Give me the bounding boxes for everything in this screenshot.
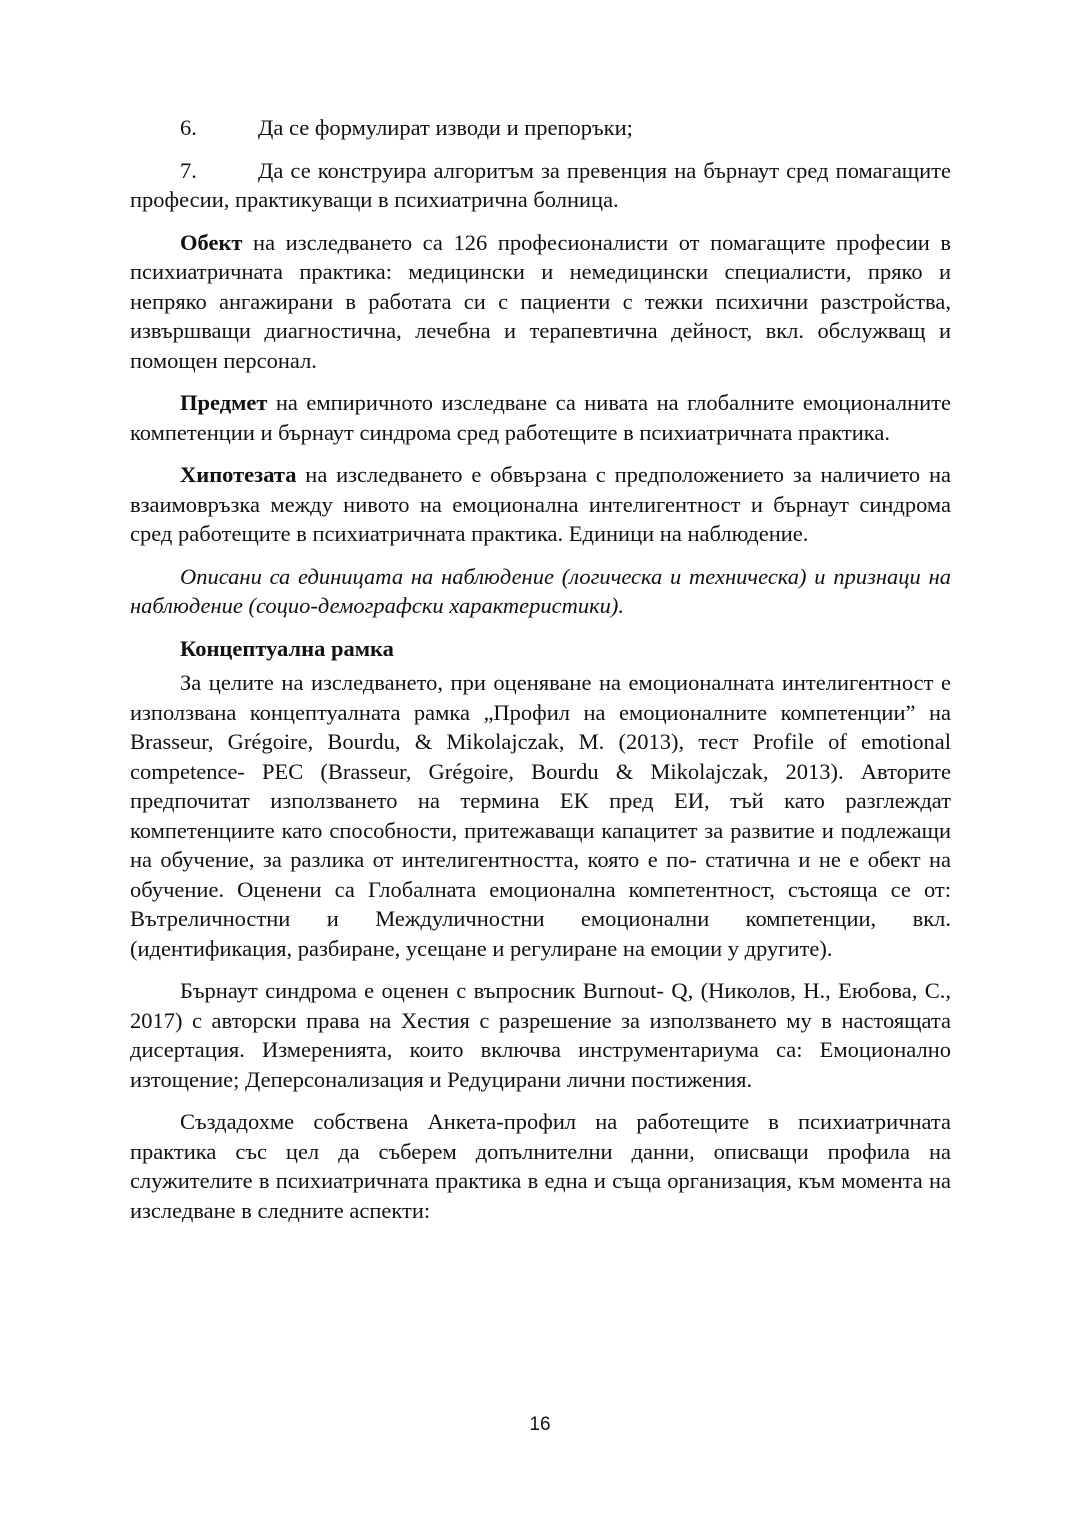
list-text: Да се конструира алгоритъм за превенция на бърнаут сред помагащите професии, практикуващи в психиатрична болница. <box>130 157 951 212</box>
object-paragraph <box>130 228 951 376</box>
list-number: 7. <box>180 157 197 183</box>
list-item <box>130 156 951 215</box>
hypothesis-term: Хипотезата <box>180 462 297 487</box>
burnout-paragraph: Бърнаут синдрома е оценен с въпросник Burnout- Q, (Николов, Н., Еюбова, С., 2017) с авторски права на Хестия с разрешение за използването му в настоящата дисертация. Измеренията, които включва инструментариума са: Емоционално изтощение; Деперсонализация и Редуцирани лични постижения. <box>130 978 951 1092</box>
list-text: Да се формулират изводи и препоръки; <box>258 115 633 140</box>
units-paragraph <box>130 562 951 621</box>
list-item <box>130 113 951 143</box>
subject-paragraph <box>130 388 951 447</box>
subject-text: на емпиричното изследване са нивата на глобалните емоционалните компетенции и бърнаут синдрома сред работещите в психиатричната практика. <box>130 390 951 445</box>
framework-paragraph: За целите на изследването, при оценяване на емоционалната интелигентност е използвана концептуалната рамка „Профил на емоционалните компетенции” на Brasseur, Grégoire, Bourdu, & Mikolajczak, M. (2013), тест Profile of emotional competence- PEC (Brasseur, Grégoire, Bourdu & Mikolajczak, 2013). Авторите предпочитат използването на термина ЕК пред ЕИ, тъй като разглеждат компетенциите като способности, притежаващи капацитет за развитие и подлежащи на обучение, за разлика от интелигентността, която е по- статична и не е обект на обучение. Оценени са Глобалната емоционална компетентност, състояща се от: Вътреличностни и Междуличностни емоционални компетенции, вкл. (идентификация, разбиране, усещане и регулиране на емоции у другите). <box>130 670 951 961</box>
object-term: Обект <box>180 229 243 255</box>
page-number: 16 <box>529 1414 551 1435</box>
list-number: 6. <box>180 115 197 140</box>
hypothesis-paragraph <box>130 460 951 549</box>
units-text: Описани са единицата на наблюдение (логическа и техническа) и признаци на наблюдение (социо-демографски характеристики). <box>130 563 951 618</box>
framework-heading: Концептуална рамка <box>180 635 394 661</box>
survey-paragraph: Създадохме собствена Анкета-профил на работещите в психиатричната практика със цел да съберем допълнителни данни, описващи профила на служителите в психиатричната практика в една и съща организация, към момента на изследване в следните аспекти: <box>130 1109 951 1223</box>
subject-term: Предмет <box>180 390 268 415</box>
object-text: на изследването са 126 професионалисти от помагащите професии в психиатричната практика: медицински и немедицински специалисти, пряко и непряко ангажирани в работата си с пациенти с тежки психични разстройства, извършващи диагностична, лечебна и терапевтична дейност, вкл. обслужващ и помощен персонал. <box>130 229 951 373</box>
hypothesis-text: на изследването е обвързана с предположението за наличието на взаимовръзка между нивото на емоционална интелигентност и бърнаут синдрома сред работещите в психиатричната практика. Единици на наблюдение. <box>130 462 951 546</box>
section-heading <box>130 634 951 664</box>
page-body <box>130 113 951 1238</box>
